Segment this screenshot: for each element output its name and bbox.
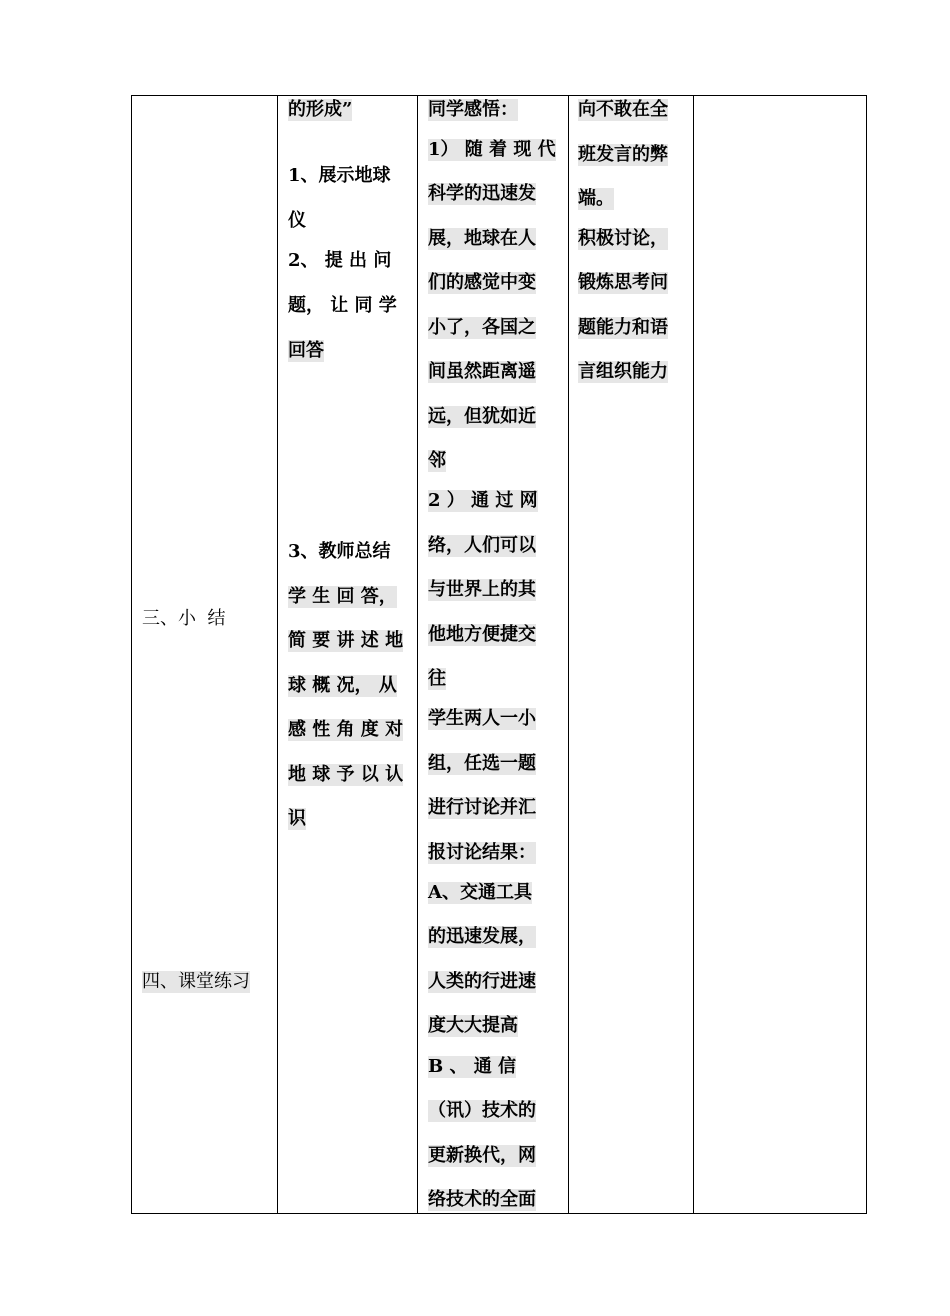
student-line: 远，但犹如近 <box>428 406 536 427</box>
column-divider-3 <box>568 96 569 1213</box>
student-line: 邻 <box>428 450 446 471</box>
teacher-line: 题， 让 同 学 <box>288 295 397 316</box>
student-line: 展，地球在人 <box>428 228 536 249</box>
column-divider-2 <box>417 96 418 1213</box>
student-line: 小了，各国之 <box>428 317 536 338</box>
student-line: 更新换代，网 <box>428 1145 536 1166</box>
teacher-line: 回答 <box>288 340 324 361</box>
teacher-line: 简 要 讲 述 地 <box>288 630 404 651</box>
stage-summary: 三、小 结 <box>142 608 226 629</box>
teacher-line: 学 生 回 答， <box>288 586 397 607</box>
student-line: 人类的行进速 <box>428 971 536 992</box>
stage-practice: 四、课堂练习 <box>142 971 250 992</box>
teacher-line: 感 性 角 度 对 <box>288 719 404 740</box>
student-line: A、交通工具 <box>428 882 532 903</box>
intent-line: 班发言的弊 <box>578 144 668 165</box>
intent-line: 题能力和语 <box>578 317 668 338</box>
student-line: （讯）技术的 <box>428 1100 536 1121</box>
student-line: B 、 通 信 <box>428 1056 517 1077</box>
student-line: 学生两人一小 <box>428 708 536 729</box>
teacher-line: 识 <box>288 808 306 829</box>
student-line: 与世界上的其 <box>428 579 536 600</box>
student-line: 进行讨论并汇 <box>428 797 536 818</box>
teacher-line: 1、展示地球 <box>288 165 391 186</box>
student-line: 报讨论结果： <box>428 842 536 863</box>
column-divider-1 <box>277 96 278 1213</box>
teacher-line: 3、教师总结 <box>288 541 391 562</box>
teacher-line: 地 球 予 以 认 <box>288 764 404 785</box>
student-line: 络，人们可以 <box>428 535 536 556</box>
intent-line: 端。 <box>578 188 614 209</box>
teacher-line: 的形成” <box>288 99 353 120</box>
intent-line: 言组织能力 <box>578 361 668 382</box>
student-line: 的迅速发展， <box>428 926 536 947</box>
intent-line: 向不敢在全 <box>578 99 668 120</box>
student-line: 络技术的全面 <box>428 1189 536 1210</box>
student-line: 组，任选一题 <box>428 753 536 774</box>
student-line: 2 ） 通 过 网 <box>428 490 538 511</box>
student-line: 往 <box>428 668 446 689</box>
teacher-line: 仪 <box>288 210 306 231</box>
student-line: 科学的迅速发 <box>428 183 536 204</box>
intent-line: 锻炼思考问 <box>578 272 668 293</box>
lesson-plan-table <box>131 95 867 1214</box>
teacher-line: 球 概 况， 从 <box>288 675 397 696</box>
student-line: 同学感悟： <box>428 99 518 120</box>
column-divider-4 <box>693 96 694 1213</box>
student-line: 们的感觉中变 <box>428 272 536 293</box>
student-line: 1） 随 着 现 代 <box>428 139 556 160</box>
student-line: 度大大提高 <box>428 1015 518 1036</box>
teacher-line: 2、 提 出 问 <box>288 250 392 271</box>
student-line: 他地方便捷交 <box>428 624 536 645</box>
student-line: 间虽然距离遥 <box>428 361 536 382</box>
intent-line: 积极讨论， <box>578 228 668 249</box>
